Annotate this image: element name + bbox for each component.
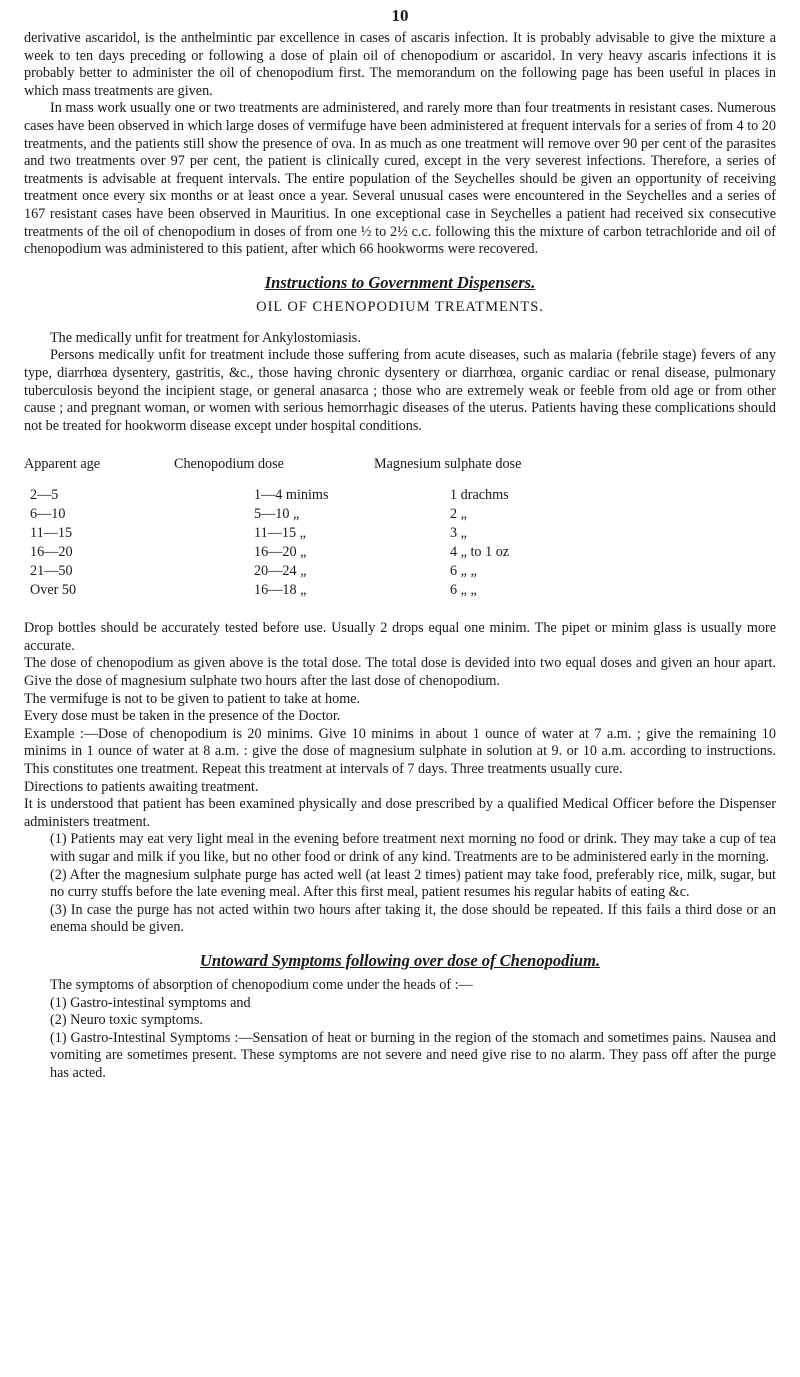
- chenopodium-cell: 5—10 „: [254, 506, 300, 523]
- table-row: [24, 543, 776, 562]
- header-chenopodium-dose: Chenopodium dose: [174, 456, 284, 473]
- dose-table: [24, 455, 776, 600]
- dosing-paragraph: Example :—Dose of chenopodium is 20 minims. Give 10 minims in about 1 ounce of water at 7 a.m. ; give the remaining 10 minims in 1 ounce of water at 8 a.m. : give the dose of magnesium sulphate in solution at 9. or 10 a.m. according to instructions. This constitutes one treatment. Repeat this treatment at intervals of 7 days. Three treatments usually cure.: [24, 725, 776, 778]
- dosing-paragraph: Directions to patients awaiting treatment.: [24, 778, 259, 795]
- symptom-head: (1) Gastro-intestinal symptoms and: [50, 994, 251, 1011]
- dosing-paragraph: Drop bottles should be accurately tested before use. Usually 2 drops equal one minim. The pipet or minim glass is usually more accurate.: [24, 620, 776, 654]
- unfit-paragraph: Persons medically unfit for treatment include those suffering from acute diseases, such as malaria (febrile stage) fevers of any type, diarrhœa dysentery, gastritis, &c., those having chronic dysentery or diarrhœa, organic cardiac or renal disease, pulmonary tuberculosis beyond the incipient stage, or general anasarca ; those who are extremely weak or feeble from old age or from other cause ; and pregnant woman, or women with serious hemorrhagic diseases of the uterus. Patients having these complications should not be treated for hookworm disease except under hospital conditions.: [24, 347, 776, 434]
- chenopodium-cell: 16—18 „: [254, 582, 307, 599]
- age-cell: Over 50: [30, 582, 77, 599]
- age-cell: 6—10: [30, 506, 66, 523]
- heading-oil-treatments: OIL OF CHENOPODIUM TREATMENTS.: [256, 298, 544, 315]
- symptoms-intro: The symptoms of absorption of chenopodium come under the heads of :—: [50, 976, 473, 993]
- magnesium-cell: 1 drachms: [450, 487, 509, 504]
- header-magnesium-dose: Magnesium sulphate dose: [374, 456, 522, 473]
- magnesium-cell: 3 „: [450, 525, 467, 542]
- age-cell: 2—5: [30, 487, 59, 504]
- heading-instructions: Instructions to Government Dispensers.: [264, 272, 536, 292]
- age-cell: 21—50: [30, 563, 73, 580]
- unfit-paragraph: The medically unfit for treatment for Ankylostomiasis.: [50, 329, 361, 346]
- chenopodium-cell: 1—4 minims: [254, 487, 329, 504]
- direction-item: (3) In case the purge has not acted within two hours after taking it, the dose should be repeated. If this fails a third dose or an enema should be given.: [50, 901, 776, 936]
- chenopodium-cell: 16—20 „: [254, 544, 307, 561]
- age-cell: 11—15: [30, 525, 73, 542]
- direction-item: (1) Patients may eat very light meal in the evening before treatment next morning no food or drink. They may take a cup of tea with sugar and milk if you like, but no other food or drink of any kind. Treatments are to be administered early in the morning.: [50, 831, 776, 865]
- direction-item: (2) After the magnesium sulphate purge has acted well (at least 2 times) patient may take food, preferably rice, milk, sugar, but no curry stuffs before the late evening meal. After this first meal, patient resumes his regular habits of eating &c.: [50, 866, 776, 901]
- table-row: [24, 505, 776, 524]
- heading-untoward-symptoms: Untoward Symptoms following over dose of Chenopodium.: [199, 950, 601, 970]
- page-body: [24, 30, 776, 1083]
- magnesium-cell: 6 „ „: [450, 563, 477, 580]
- chenopodium-cell: 11—15 „: [254, 525, 306, 542]
- page-number: 10: [391, 6, 409, 25]
- symptom-head: (2) Neuro toxic symptoms.: [50, 1012, 203, 1029]
- chenopodium-cell: 20—24 „: [254, 563, 307, 580]
- table-row: [24, 486, 776, 505]
- table-row: [24, 581, 776, 600]
- table-row: [24, 562, 776, 581]
- dosing-paragraph: The vermifuge is not to be given to patient to take at home.: [24, 690, 361, 707]
- dosing-paragraph: It is understood that patient has been examined physically and dose prescribed by a qualified Medical Officer before the Dispenser administers treatment.: [24, 796, 776, 830]
- dose-table-header: [24, 455, 776, 474]
- magnesium-cell: 6 „ „: [450, 582, 477, 599]
- magnesium-cell: 2 „: [450, 506, 467, 523]
- age-cell: 16—20: [30, 544, 73, 561]
- table-row: [24, 524, 776, 543]
- intro-paragraph: In mass work usually one or two treatments are administered, and rarely more than four treatments in resistant cases. Numerous cases have been observed in which large doses of vermifuge have been administered at frequent intervals for a series of from 4 to 20 treatments, and the patients still show the presence of ova. In as much as one treatment will remove over 90 per cent of the parasites and two treatments over 97 per cent, the patient is clinically cured, except in the very severest infections. Therefore, a series of treatments is advisable at frequent intervals. The entire population of the Seychelles should be given an opportunity of receiving treatment once every six months or at least once a year. Several unusual cases were encountered in the Seychelles and a series of 167 resistant cases have been observed in Mauritius. In one exceptional case in Seychelles a patient had received six consecutive treatments of the oil of chenopodium in doses of from one ½ to 2½ c.c. following this the mixture of carbon tetrachloride and oil of chenopodium was administered to this patient, after which 66 hookworms were recovered.: [24, 100, 776, 258]
- intro-paragraph: derivative ascaridol, is the anthelmintic par excellence in cases of ascaris infection. It is probably advisable to give the mixture a week to ten days preceding or following a dose of plain oil of chenopodium or ascaridol. In very heavy ascaris infections it is probably better to administer the oil of chenopodium first. The memorandum on the following page has been useful in places in which mass treatments are given.: [24, 30, 776, 99]
- symptom-detail: (1) Gastro-Intestinal Symptoms :—Sensation of heat or burning in the region of the stomach and sometimes pains. Nausea and vomiting are sometimes present. These symptoms are not severe and need give rise to no alarm. They pass off after the purge has acted.: [50, 1029, 776, 1081]
- header-apparent-age: Apparent age: [24, 456, 101, 473]
- magnesium-cell: 4 „ to 1 oz: [450, 544, 510, 561]
- dosing-paragraph: The dose of chenopodium as given above is the total dose. The total dose is devided into two equal doses and given an hour apart. Give the dose of magnesium sulphate two hours after the last dose of chenopodium.: [24, 655, 776, 690]
- dosing-paragraph: Every dose must be taken in the presence of the Doctor.: [24, 708, 341, 725]
